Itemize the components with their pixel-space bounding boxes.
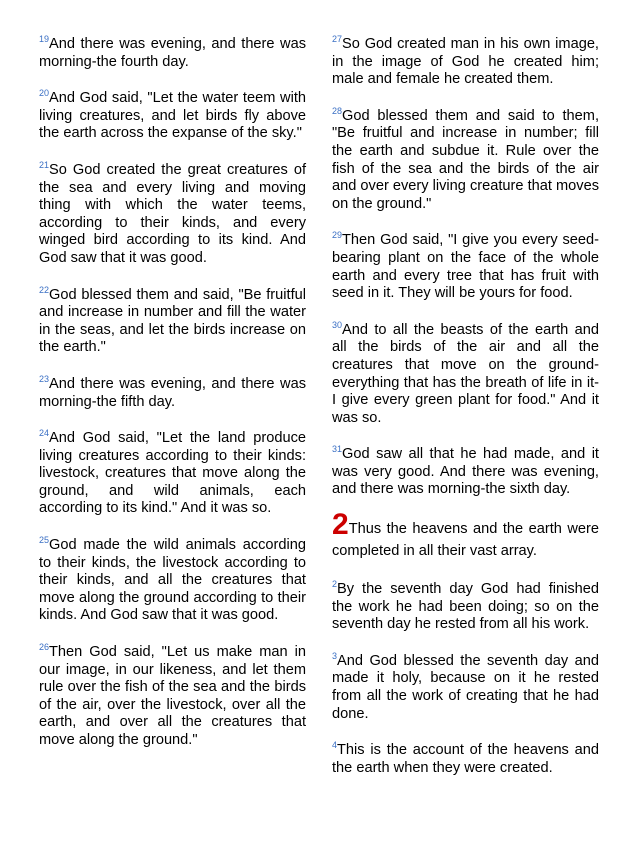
verse-text: Thus the heavens and the earth were completed in all their vast array. (332, 521, 599, 560)
verse-text: Then God said, "I give you every seed-bearing plant on the face of the whole earth and every tree that has fruit with seed in it. They will be yours for food. (332, 232, 599, 302)
verse (332, 581, 599, 634)
verse-number: 20 (39, 88, 50, 99)
chapter-number: 2 (332, 508, 349, 542)
verse-number: 28 (332, 105, 343, 116)
verse-text: God blessed them and said, "Be fruitful and increase in number and fill the water in the seas, and let the birds increase on the earth." (39, 286, 306, 356)
verse-number: 24 (39, 428, 50, 439)
verse-text: And God said, "Let the land produce living creatures according to their kinds: livestock, creatures that move along the ground, and wild animals, each according to its kind." And it was so. (39, 430, 306, 517)
verse (39, 90, 306, 143)
right-column (332, 36, 599, 796)
verse-text: And to all the beasts of the earth and all the birds of the air and all the creatures that move on the ground-everything that has the breath of life in it-I give every green plant for food." And it was so. (332, 321, 599, 426)
verse-number: 19 (39, 34, 50, 44)
verse-number: 25 (39, 535, 50, 546)
verse-number: 23 (39, 373, 50, 384)
verse-text: So God created the great creatures of the sea and every living and moving thing with which the water teems, according to their kinds, and every winged bird according to its kind. And God saw that it was good. (39, 161, 306, 266)
verse-text: God saw all that he had made, and it was very good. And there was evening, and there was morning-the sixth day. (332, 446, 599, 498)
verse-text: This is the account of the heavens and the earth when they were created. (332, 742, 599, 776)
verse (39, 644, 306, 750)
verse-number: 31 (332, 444, 343, 455)
verse (332, 650, 599, 723)
verse (39, 430, 306, 518)
left-column (39, 36, 306, 769)
verse (39, 373, 306, 411)
verse-text: And there was evening, and there was morning-the fourth day. (39, 36, 306, 70)
verse-number: 26 (39, 642, 50, 653)
verse-text: And God blessed the seventh day and made it holy, because on it he rested from all the work of creating that he had done. (332, 652, 599, 722)
verse-number: 4 (332, 740, 338, 751)
verse-text: And God said, "Let the water teem with living creatures, and let birds fly above the earth across the expanse of the sky." (39, 90, 306, 142)
verse-number: 22 (39, 284, 50, 295)
verse-number: 21 (39, 159, 50, 170)
verse (39, 36, 306, 71)
verse-text: And there was evening, and there was morning-the fifth day. (39, 375, 306, 410)
verse-number: 30 (332, 319, 343, 330)
verse (39, 284, 306, 357)
verse (332, 742, 599, 777)
verse-number: 27 (332, 34, 343, 44)
verse (332, 446, 599, 499)
verse-text: God blessed them and said to them, "Be fruitful and increase in number; fill the earth and subdue it. Rule over the fish of the sea and the birds of the air and over every living creature that moves on the ground." (332, 107, 599, 212)
verse (332, 105, 599, 214)
chapter-start (332, 508, 599, 562)
verse (332, 36, 599, 89)
verse-number: 2 (332, 579, 338, 590)
verse (332, 232, 599, 302)
verse-text: So God created man in his own image, in the image of God he created him; male and female he created them. (332, 36, 599, 88)
verse (39, 537, 306, 625)
verse (332, 319, 599, 428)
verse-number: 29 (332, 230, 343, 241)
verse-text: By the seventh day God had finished the work he had been doing; so on the seventh day he rested from all his work. (332, 581, 599, 633)
verse-text: Then God said, "Let us make man in our image, in our likeness, and let them rule over the fish of the sea and the birds of the air, over the livestock, over all the earth, and over all the creatures that move along the ground." (39, 644, 306, 748)
verse-text: God made the wild animals according to their kinds, the livestock according to their kinds, and all the creatures that move along the ground according to their kinds. And God saw that it was good. (39, 537, 306, 624)
verse (39, 159, 306, 268)
verse-number: 3 (332, 650, 338, 661)
